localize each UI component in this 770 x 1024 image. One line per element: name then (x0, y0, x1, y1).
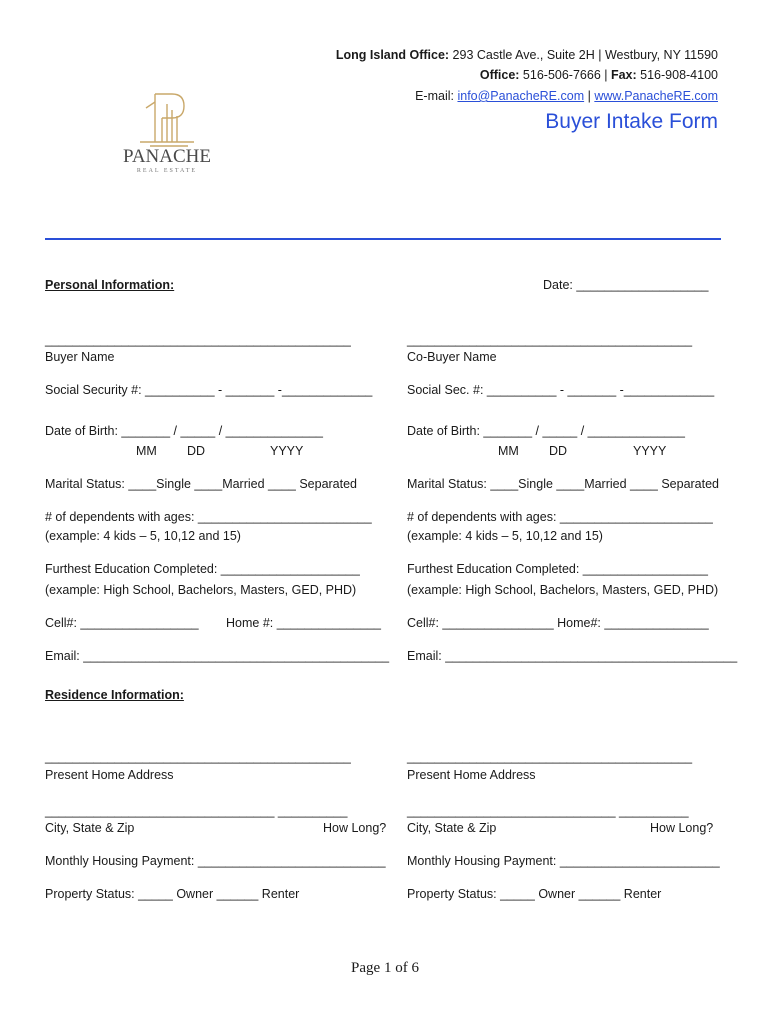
present-address-label: Present Home Address (407, 768, 536, 782)
email-field-buyer[interactable]: Email: ____________________________________________ (45, 649, 390, 663)
dob-yyyy-label: YYYY (633, 444, 667, 458)
form-title: Buyer Intake Form (545, 110, 718, 133)
dob-dd-label: DD (187, 444, 206, 458)
buyer-name-label: Buyer Name (45, 350, 115, 364)
city-state-zip-label: City, State & Zip (407, 821, 497, 835)
cell-field-buyer[interactable]: Cell#: _________________ (45, 616, 199, 630)
dob-yyyy-label: YYYY (270, 444, 304, 458)
ssn-field-cobuyer[interactable]: Social Sec. #: __________ - _______ -_____________ (407, 383, 715, 397)
dob-field-cobuyer[interactable]: Date of Birth: _______ / _____ / ______________ (407, 424, 686, 438)
email-link[interactable]: info@PanacheRE.com (457, 89, 585, 103)
cobuyer-name-label: Co-Buyer Name (407, 350, 497, 364)
dob-field-buyer[interactable]: Date of Birth: _______ / _____ / ______________ (45, 424, 324, 438)
buyer-name-line[interactable]: ____________________________________________ (45, 333, 351, 347)
dob-mm-label: MM (498, 444, 519, 458)
phone-fields-cobuyer[interactable]: Cell#: ________________ Home#: _______________ (407, 616, 709, 630)
personal-info-heading: Personal Information: (45, 278, 175, 292)
property-status-cobuyer[interactable]: Property Status: _____ Owner ______ Renter (407, 887, 662, 901)
housing-payment-cobuyer[interactable]: Monthly Housing Payment: _______________________ (407, 854, 720, 868)
logo-wordmark: PANACHE (123, 146, 211, 167)
address-line-buyer[interactable]: ____________________________________________ (45, 750, 351, 764)
logo-mark-icon (122, 90, 212, 148)
education-field-cobuyer[interactable]: Furthest Education Completed: __________________ (407, 562, 708, 576)
dependents-example: (example: 4 kids – 5, 10,12 and 15) (407, 529, 603, 543)
website-link[interactable]: www.PanacheRE.com (594, 89, 718, 103)
city-line-cobuyer[interactable]: ______________________________ __________ (407, 804, 689, 818)
dependents-field-buyer[interactable]: # of dependents with ages: _________________________ (45, 510, 372, 524)
dependents-example: (example: 4 kids – 5, 10,12 and 15) (45, 529, 241, 543)
dob-dd-label: DD (549, 444, 568, 458)
cobuyer-name-line[interactable]: _________________________________________ (407, 333, 693, 347)
date-field[interactable]: Date: ___________________ (543, 278, 709, 292)
home-phone-field-buyer[interactable]: Home #: _______________ (226, 616, 381, 630)
present-address-label: Present Home Address (45, 768, 174, 782)
city-state-zip-label: City, State & Zip (45, 821, 135, 835)
logo-subtitle: REAL ESTATE (136, 168, 198, 174)
marital-status-cobuyer[interactable]: Marital Status: ____Single ____Married ____ Separated (407, 477, 720, 491)
office-address-line: Long Island Office: 293 Castle Ave., Suite 2H | Westbury, NY 11590 (335, 48, 718, 62)
phone-fax-line: Office: 516-506-7666 | Fax: 516-908-4100 (479, 68, 718, 82)
contact-line: E-mail: info@PanacheRE.com | www.PanacheRE.com (415, 89, 718, 103)
dependents-field-cobuyer[interactable]: # of dependents with ages: ______________________ (407, 510, 713, 524)
ssn-field-buyer[interactable]: Social Security #: __________ - _______ -_____________ (45, 383, 373, 397)
dob-mm-label: MM (136, 444, 157, 458)
marital-status-buyer[interactable]: Marital Status: ____Single ____Married ____ Separated (45, 477, 358, 491)
city-line-buyer[interactable]: _________________________________ __________ (45, 804, 348, 818)
property-status-buyer[interactable]: Property Status: _____ Owner ______ Renter (45, 887, 300, 901)
education-example: (example: High School, Bachelors, Masters, GED, PHD) (407, 583, 719, 597)
residence-info-heading: Residence Information: (45, 688, 184, 702)
education-field-buyer[interactable]: Furthest Education Completed: ____________________ (45, 562, 360, 576)
housing-payment-buyer[interactable]: Monthly Housing Payment: ___________________________ (45, 854, 386, 868)
panache-logo (122, 90, 212, 180)
email-field-cobuyer[interactable]: Email: __________________________________________ (407, 649, 738, 663)
how-long-label: How Long? (650, 821, 714, 835)
address-line-cobuyer[interactable]: _________________________________________ (407, 750, 693, 764)
how-long-label: How Long? (323, 821, 387, 835)
header-divider (45, 238, 721, 240)
education-example: (example: High School, Bachelors, Masters, GED, PHD) (45, 583, 357, 597)
page-number: Page 1 of 6 (351, 960, 419, 976)
